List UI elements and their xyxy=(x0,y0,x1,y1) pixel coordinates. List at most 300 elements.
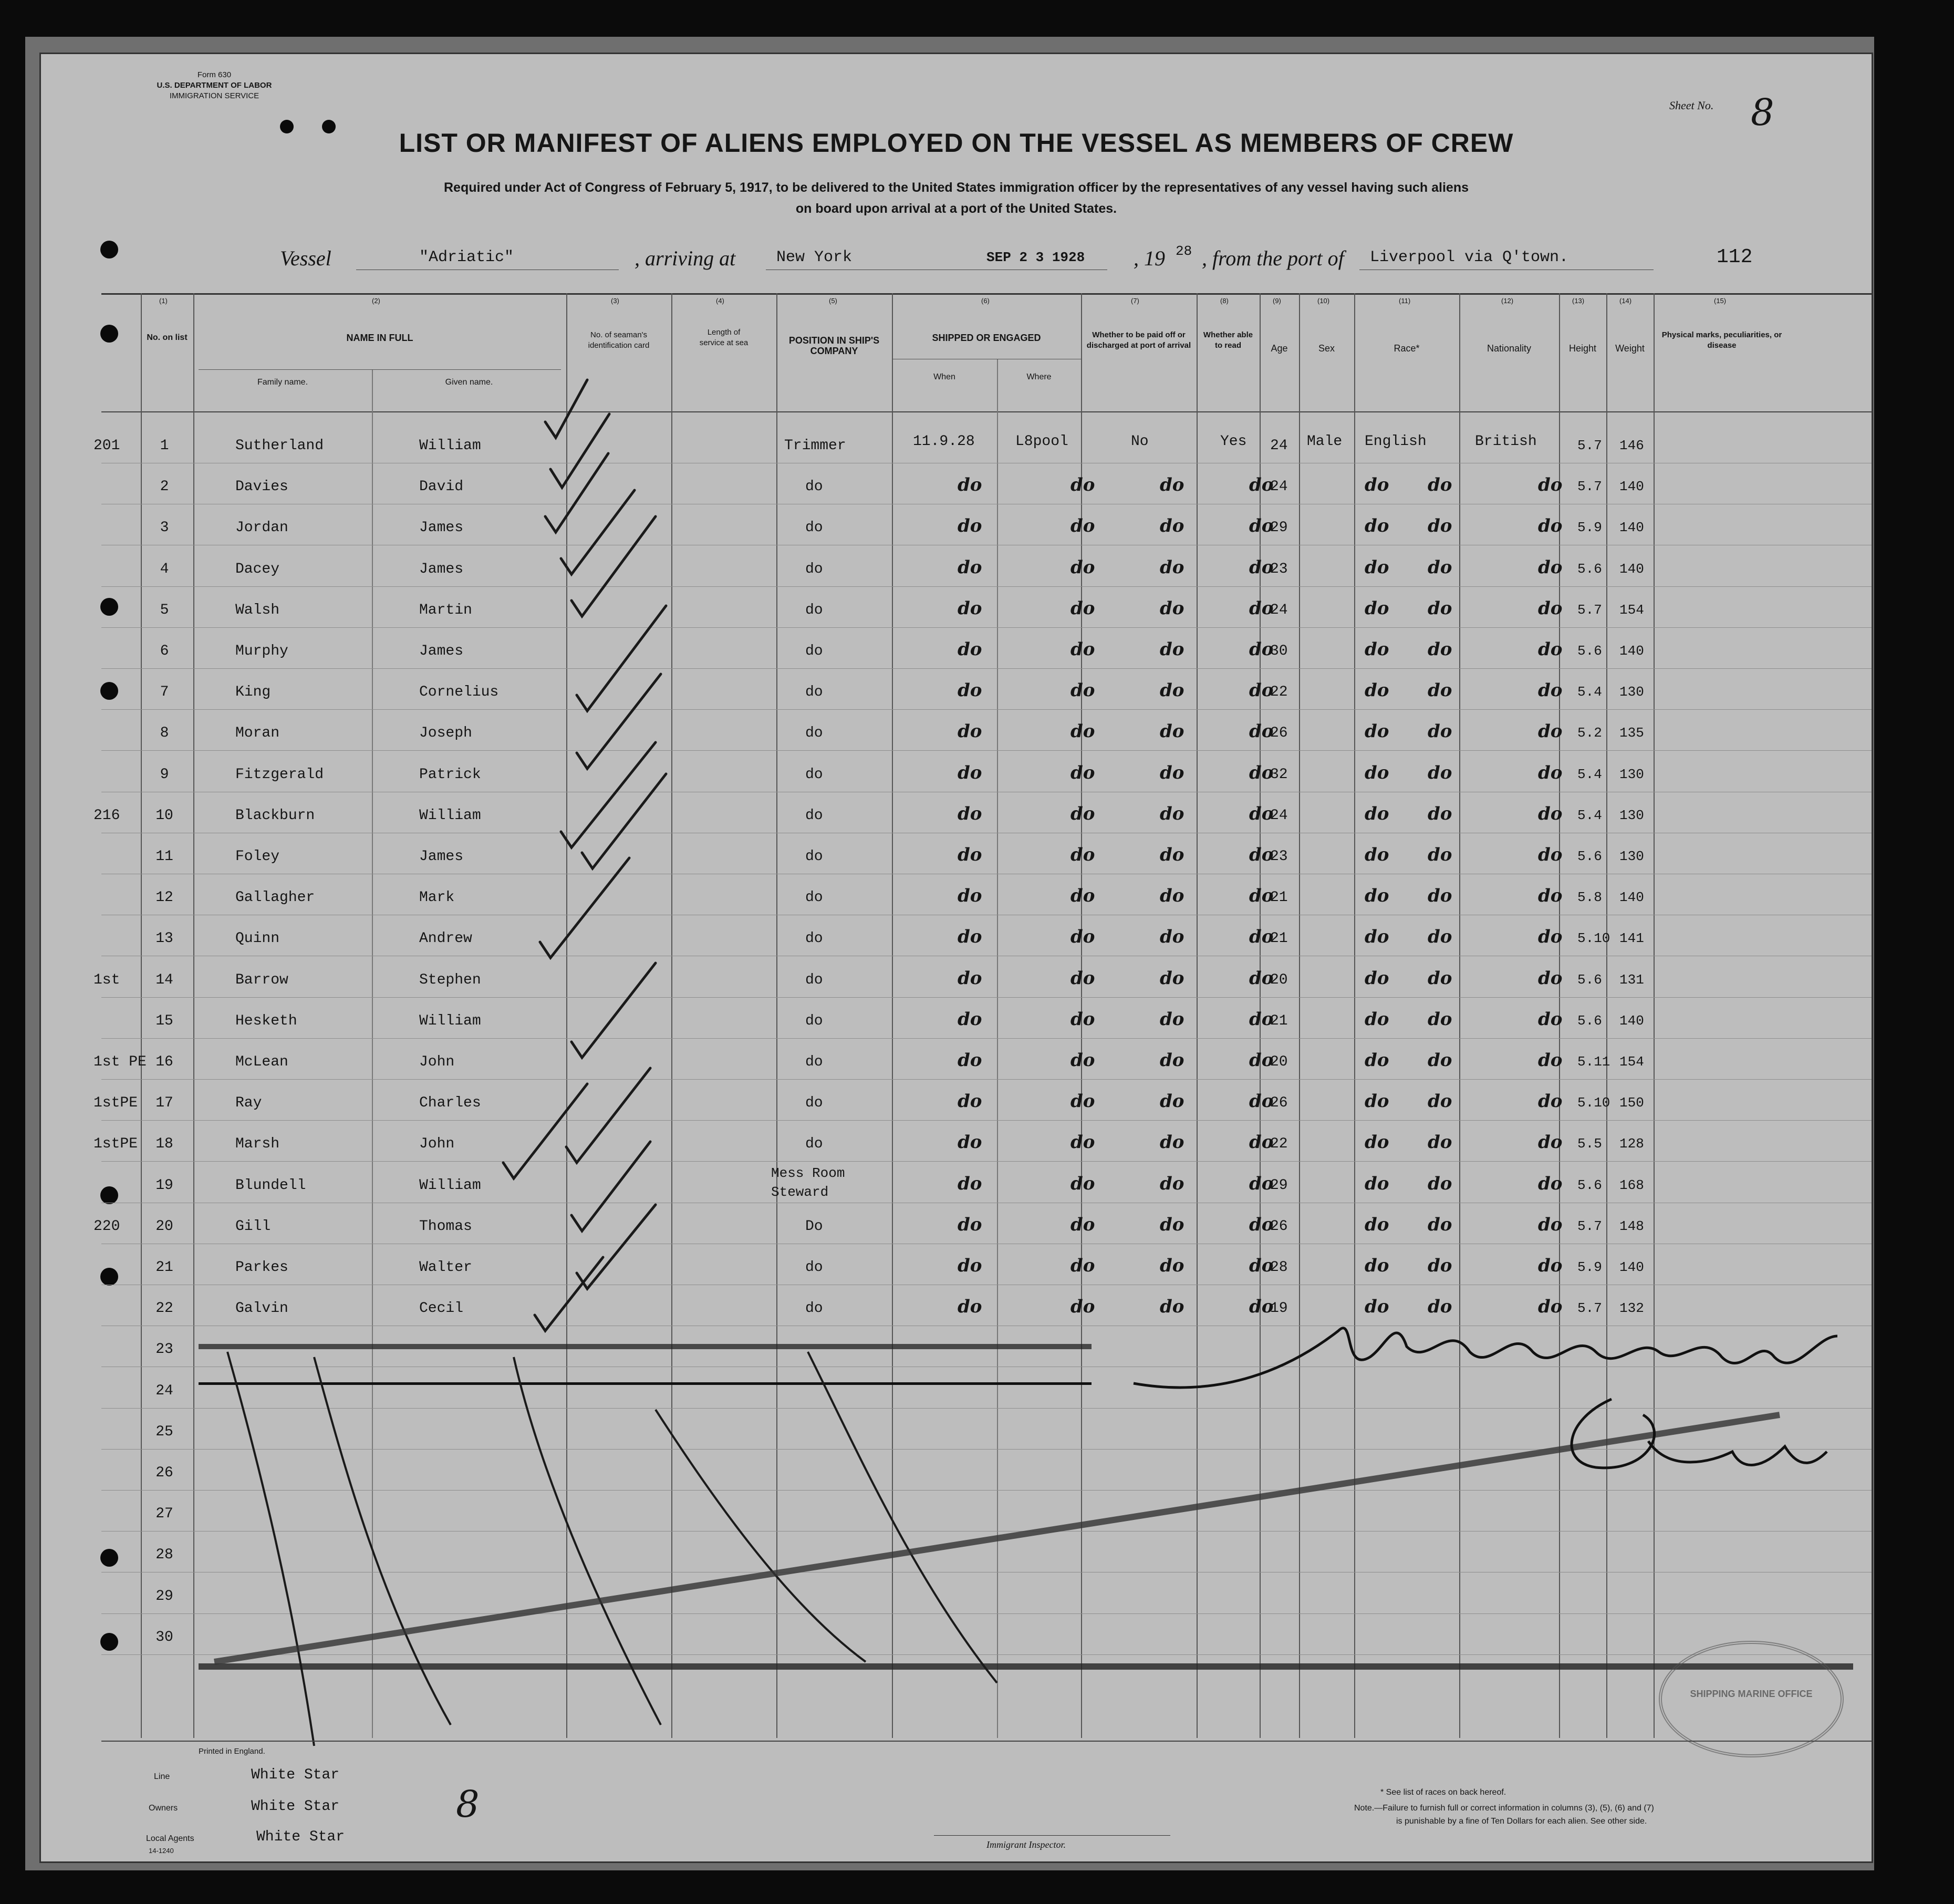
header-position: POSITION IN SHIP'S COMPANY xyxy=(788,335,880,356)
ditto-mark-paid: do xyxy=(1160,926,1184,948)
position: do xyxy=(805,561,823,577)
ditto-mark-where: do xyxy=(1070,597,1095,619)
position: do xyxy=(805,725,823,742)
given-name: William xyxy=(419,807,481,824)
check-mark xyxy=(582,774,666,868)
header-seaman-card: No. of seaman's identification card xyxy=(588,330,650,350)
given-name: Patrick xyxy=(419,766,481,783)
margin-note: 1st xyxy=(93,971,120,988)
header-race: Race* xyxy=(1394,343,1420,354)
ditto-mark-sex: do xyxy=(1365,680,1389,701)
ditto-mark-race: do xyxy=(1428,556,1452,578)
service: IMMIGRATION SERVICE xyxy=(169,91,259,100)
footer-rule xyxy=(101,1741,1872,1742)
ditto-mark-when: do xyxy=(958,639,982,660)
position: Do xyxy=(805,1218,823,1235)
vessel-label: Vessel xyxy=(280,246,331,270)
family-name: Marsh xyxy=(235,1136,280,1153)
ditto-mark-paid: do xyxy=(1160,680,1184,701)
age: 21 xyxy=(1270,930,1288,947)
height: 5.4 xyxy=(1577,766,1602,782)
ditto-mark-when: do xyxy=(958,926,982,948)
ditto-mark-sex: do xyxy=(1365,1008,1389,1030)
weight: 148 xyxy=(1619,1218,1644,1234)
col-num: (1) xyxy=(159,297,168,305)
ditto-mark-when: do xyxy=(958,515,982,537)
row-number: 19 xyxy=(155,1177,173,1194)
margin-note: 1st PE xyxy=(93,1054,147,1070)
fine-note-2: is punishable by a fine of Ten Dollars for each alien. See other side. xyxy=(1396,1817,1647,1826)
position: do xyxy=(805,643,823,659)
row-number: 2 xyxy=(160,479,169,495)
page-number: 112 xyxy=(1717,246,1753,268)
ditto-mark-paid: do xyxy=(1160,721,1184,742)
header-shipped: SHIPPED OR ENGAGED xyxy=(932,333,1041,343)
arrival-port: New York xyxy=(776,249,853,266)
header-where: Where xyxy=(1026,372,1052,381)
ditto-mark-nat: do xyxy=(1538,1008,1563,1030)
weight: 140 xyxy=(1619,479,1644,495)
row-number: 3 xyxy=(160,520,169,536)
position: do xyxy=(805,971,823,988)
check-mark xyxy=(535,1257,603,1331)
family-name: Ray xyxy=(235,1095,262,1112)
position: Trimmer xyxy=(784,438,846,454)
ditto-mark-when: do xyxy=(958,1091,982,1112)
margin-note: 1stPE xyxy=(93,1136,138,1153)
ditto-mark-race: do xyxy=(1428,885,1452,907)
family-name: Murphy xyxy=(235,643,288,659)
ditto-mark-read: do xyxy=(1249,762,1274,783)
weight: 154 xyxy=(1619,602,1644,618)
ditto-mark-sex: do xyxy=(1365,885,1389,907)
ditto-mark-paid: do xyxy=(1160,762,1184,783)
header-no-on-list: No. on list xyxy=(147,333,188,342)
row-number: 10 xyxy=(155,807,173,824)
check-mark xyxy=(550,414,609,488)
weight: 140 xyxy=(1619,1012,1644,1029)
ditto-mark-sex: do xyxy=(1365,1255,1389,1276)
family-name: Parkes xyxy=(235,1259,288,1276)
col-num: (14) xyxy=(1619,297,1632,305)
year-prefix: , 19 xyxy=(1134,246,1165,270)
age: 24 xyxy=(1270,438,1288,454)
weight: 131 xyxy=(1619,971,1644,988)
header-sex: Sex xyxy=(1318,343,1335,354)
weight: 130 xyxy=(1619,684,1644,700)
check-mark xyxy=(503,1084,587,1178)
header-height: Height xyxy=(1568,343,1597,354)
col-num: (3) xyxy=(611,297,619,305)
date-stamp: SEP 2 3 1928 xyxy=(986,250,1085,265)
ditto-mark-when: do xyxy=(958,1132,982,1153)
ditto-mark-race: do xyxy=(1428,1255,1452,1276)
ditto-mark-where: do xyxy=(1070,1173,1095,1194)
col-num: (15) xyxy=(1714,297,1727,305)
ditto-mark-sex: do xyxy=(1365,639,1389,660)
ditto-mark-when: do xyxy=(958,1008,982,1030)
header-family-name: Family name. xyxy=(257,378,308,387)
cell-race: English xyxy=(1365,433,1427,450)
age: 28 xyxy=(1270,1259,1288,1276)
ditto-mark-nat: do xyxy=(1538,803,1563,824)
row-number: 21 xyxy=(155,1259,173,1276)
ditto-mark-paid: do xyxy=(1160,1132,1184,1153)
ditto-mark-read: do xyxy=(1249,1008,1274,1030)
margin-note: 1stPE xyxy=(93,1095,138,1112)
ditto-mark-sex: do xyxy=(1365,1050,1389,1071)
inspector-signature xyxy=(1134,1328,1837,1468)
ditto-mark-when: do xyxy=(958,1050,982,1071)
ditto-mark-race: do xyxy=(1428,967,1452,989)
height: 5.10 xyxy=(1577,1095,1610,1111)
ditto-mark-when: do xyxy=(958,1296,982,1318)
ditto-mark-where: do xyxy=(1070,926,1095,948)
given-name: Cornelius xyxy=(419,684,499,701)
age: 20 xyxy=(1270,971,1288,988)
ditto-mark-nat: do xyxy=(1538,597,1563,619)
ditto-mark-race: do xyxy=(1428,926,1452,948)
handwritten-eight: 8 xyxy=(456,1783,480,1826)
document-title: LIST OR MANIFEST OF ALIENS EMPLOYED ON THE VESSEL AS MEMBERS OF CREW xyxy=(399,128,1514,158)
margin-note: 216 xyxy=(93,807,120,824)
weight: 141 xyxy=(1619,930,1644,947)
row-number: 20 xyxy=(155,1218,173,1235)
height: 5.5 xyxy=(1577,1136,1602,1152)
height: 5.7 xyxy=(1577,1218,1602,1234)
header-length-service: Length of service at sea xyxy=(699,328,749,347)
row-number: 23 xyxy=(155,1341,173,1358)
ditto-mark-when: do xyxy=(958,885,982,907)
check-mark xyxy=(545,380,587,438)
given-name: Martin xyxy=(419,602,472,618)
printed-in: Printed in England. xyxy=(199,1747,265,1756)
position: do xyxy=(805,1095,823,1112)
row-number: 1 xyxy=(160,438,169,454)
height: 5.7 xyxy=(1577,1300,1602,1317)
ditto-mark-race: do xyxy=(1428,1050,1452,1071)
ditto-mark-race: do xyxy=(1428,803,1452,824)
ditto-mark-read: do xyxy=(1249,639,1274,660)
ditto-mark-when: do xyxy=(958,680,982,701)
height: 5.9 xyxy=(1577,1259,1602,1275)
family-name: Foley xyxy=(235,848,280,865)
cell-nat: British xyxy=(1475,433,1537,450)
col-num: (6) xyxy=(981,297,990,305)
height: 5.6 xyxy=(1577,1012,1602,1029)
ditto-mark-paid: do xyxy=(1160,1008,1184,1030)
position: do xyxy=(805,766,823,783)
weight: 135 xyxy=(1619,725,1644,741)
position: do xyxy=(805,520,823,536)
weight: 130 xyxy=(1619,807,1644,823)
col-num: (8) xyxy=(1220,297,1229,305)
header-marks: Physical marks, peculiarities, or disease xyxy=(1661,330,1782,350)
position: Mess Room Steward xyxy=(771,1165,845,1200)
ditto-mark-race: do xyxy=(1428,1296,1452,1318)
col-num: (5) xyxy=(829,297,837,305)
ditto-mark-nat: do xyxy=(1538,1255,1563,1276)
ditto-mark-paid: do xyxy=(1160,1091,1184,1112)
ditto-mark-where: do xyxy=(1070,1008,1095,1030)
from-port: Liverpool via Q'town. xyxy=(1370,249,1569,266)
ditto-mark-when: do xyxy=(958,762,982,783)
header-able-read: Whether able to read xyxy=(1203,330,1253,350)
height: 5.6 xyxy=(1577,848,1602,864)
agents-value: White Star xyxy=(256,1829,345,1845)
ditto-mark-sex: do xyxy=(1365,1296,1389,1318)
position: do xyxy=(805,930,823,947)
ditto-mark-nat: do xyxy=(1538,844,1563,865)
row-number: 18 xyxy=(155,1136,173,1153)
age: 30 xyxy=(1270,643,1288,659)
ditto-mark-race: do xyxy=(1428,1132,1452,1153)
ditto-mark-where: do xyxy=(1070,1214,1095,1235)
check-mark xyxy=(566,1068,650,1163)
family-name: Moran xyxy=(235,725,280,742)
col-num: (9) xyxy=(1273,297,1281,305)
height: 5.8 xyxy=(1577,889,1602,906)
ditto-mark-when: do xyxy=(958,597,982,619)
height: 5.6 xyxy=(1577,971,1602,988)
ditto-mark-when: do xyxy=(958,721,982,742)
ditto-mark-nat: do xyxy=(1538,885,1563,907)
sheet-label: Sheet No. xyxy=(1669,99,1714,112)
ditto-mark-race: do xyxy=(1428,597,1452,619)
ditto-mark-sex: do xyxy=(1365,967,1389,989)
header-paid-off: Whether to be paid off or discharged at port of arrival xyxy=(1086,330,1191,350)
height: 5.6 xyxy=(1577,643,1602,659)
family-name: Gill xyxy=(235,1218,271,1235)
ditto-mark-paid: do xyxy=(1160,1296,1184,1318)
ditto-mark-when: do xyxy=(958,1255,982,1276)
weight: 168 xyxy=(1619,1177,1644,1193)
ditto-mark-paid: do xyxy=(1160,556,1184,578)
col-num: (13) xyxy=(1572,297,1585,305)
year: 28 xyxy=(1176,243,1192,259)
ditto-mark-race: do xyxy=(1428,762,1452,783)
ditto-mark-where: do xyxy=(1070,515,1095,537)
subtitle-line1: Required under Act of Congress of February 5, 1917, to be delivered to the United States immigration officer by the representatives of any vessel having such aliens xyxy=(444,180,1469,195)
given-name: Stephen xyxy=(419,971,481,988)
line-value: White Star xyxy=(251,1767,340,1783)
ditto-mark-nat: do xyxy=(1538,639,1563,660)
ditto-mark-sex: do xyxy=(1365,844,1389,865)
owners-value: White Star xyxy=(251,1798,340,1815)
cell-paid: No xyxy=(1131,433,1149,450)
height: 5.7 xyxy=(1577,438,1602,453)
age: 22 xyxy=(1270,684,1288,701)
given-name: Charles xyxy=(419,1095,481,1112)
given-name: Andrew xyxy=(419,930,472,947)
header-nationality: Nationality xyxy=(1487,343,1532,354)
ditto-mark-nat: do xyxy=(1538,515,1563,537)
age: 21 xyxy=(1270,889,1288,906)
given-name: John xyxy=(419,1054,455,1070)
given-name: William xyxy=(419,1177,481,1194)
weight: 130 xyxy=(1619,766,1644,782)
given-name: Cecil xyxy=(419,1300,464,1317)
ditto-mark-race: do xyxy=(1428,474,1452,496)
height: 5.6 xyxy=(1577,561,1602,577)
height: 5.10 xyxy=(1577,930,1610,947)
check-marks xyxy=(503,380,666,1331)
department: U.S. DEPARTMENT OF LABOR xyxy=(157,81,272,90)
weight: 150 xyxy=(1619,1095,1644,1111)
header-age: Age xyxy=(1271,343,1288,354)
row-number: 15 xyxy=(155,1012,173,1029)
ditto-mark-when: do xyxy=(958,844,982,865)
ditto-mark-where: do xyxy=(1070,1255,1095,1276)
ditto-mark-nat: do xyxy=(1538,762,1563,783)
family-name: Fitzgerald xyxy=(235,766,324,783)
row-number: 6 xyxy=(160,643,169,659)
family-name: Davies xyxy=(235,479,288,495)
family-name: Galvin xyxy=(235,1300,288,1317)
ditto-mark-nat: do xyxy=(1538,721,1563,742)
ditto-mark-read: do xyxy=(1249,1214,1274,1235)
col-num: (12) xyxy=(1501,297,1514,305)
ditto-mark-sex: do xyxy=(1365,515,1389,537)
given-name: James xyxy=(419,848,464,865)
ditto-mark-race: do xyxy=(1428,1008,1452,1030)
ditto-mark-paid: do xyxy=(1160,597,1184,619)
ditto-mark-nat: do xyxy=(1538,967,1563,989)
ditto-mark-read: do xyxy=(1249,1132,1274,1153)
age: 20 xyxy=(1270,1054,1288,1070)
ditto-mark-paid: do xyxy=(1160,1255,1184,1276)
ditto-mark-where: do xyxy=(1070,680,1095,701)
inspector-rule xyxy=(934,1835,1170,1836)
ditto-mark-where: do xyxy=(1070,762,1095,783)
position: do xyxy=(805,848,823,865)
cell-when: 11.9.28 xyxy=(913,433,975,450)
position: do xyxy=(805,602,823,618)
ditto-mark-race: do xyxy=(1428,1091,1452,1112)
stamp-text: SHIPPING MARINE OFFICE xyxy=(1690,1689,1813,1699)
position: do xyxy=(805,1136,823,1153)
weight: 140 xyxy=(1619,889,1644,906)
row-number: 14 xyxy=(155,971,173,988)
ditto-mark-read: do xyxy=(1249,721,1274,742)
ditto-mark-paid: do xyxy=(1160,1173,1184,1194)
family-name: King xyxy=(235,684,271,701)
given-name: James xyxy=(419,561,464,577)
ditto-mark-paid: do xyxy=(1160,885,1184,907)
height: 5.6 xyxy=(1577,1177,1602,1193)
cell-where: L8pool xyxy=(1015,433,1068,450)
age: 23 xyxy=(1270,848,1288,865)
arriving-label: , arriving at xyxy=(635,246,736,270)
check-mark xyxy=(577,674,661,769)
ditto-mark-sex: do xyxy=(1365,1091,1389,1112)
check-mark xyxy=(577,606,666,711)
ditto-mark-paid: do xyxy=(1160,639,1184,660)
ditto-mark-race: do xyxy=(1428,639,1452,660)
ditto-mark-when: do xyxy=(958,967,982,989)
family-name: McLean xyxy=(235,1054,288,1070)
row-number: 5 xyxy=(160,602,169,618)
row-number: 4 xyxy=(160,561,169,577)
age: 29 xyxy=(1270,520,1288,536)
age: 21 xyxy=(1270,1012,1288,1029)
ditto-mark-nat: do xyxy=(1538,556,1563,578)
age: 32 xyxy=(1270,766,1288,783)
ditto-mark-nat: do xyxy=(1538,1296,1563,1318)
ditto-mark-where: do xyxy=(1070,1296,1095,1318)
ditto-mark-paid: do xyxy=(1160,1214,1184,1235)
header-name-in-full: NAME IN FULL xyxy=(346,333,413,343)
ditto-mark-where: do xyxy=(1070,803,1095,824)
row-number: 17 xyxy=(155,1095,173,1112)
ditto-mark-race: do xyxy=(1428,721,1452,742)
ditto-mark-where: do xyxy=(1070,844,1095,865)
age: 24 xyxy=(1270,479,1288,495)
margin-note: 220 xyxy=(93,1218,120,1235)
ditto-mark-read: do xyxy=(1249,1255,1274,1276)
col-num: (7) xyxy=(1131,297,1139,305)
height: 5.9 xyxy=(1577,520,1602,536)
ditto-mark-read: do xyxy=(1249,803,1274,824)
row-number: 25 xyxy=(155,1423,173,1440)
weight: 140 xyxy=(1619,643,1644,659)
position: do xyxy=(805,889,823,906)
ditto-mark-when: do xyxy=(958,556,982,578)
sheet-number: 8 xyxy=(1751,91,1774,134)
header-given-name: Given name. xyxy=(445,378,493,387)
position: do xyxy=(805,1012,823,1029)
family-name: Sutherland xyxy=(235,438,324,454)
position: do xyxy=(805,479,823,495)
family-name: Quinn xyxy=(235,930,280,947)
ditto-mark-sex: do xyxy=(1365,474,1389,496)
ditto-mark-nat: do xyxy=(1538,1132,1563,1153)
ditto-mark-when: do xyxy=(958,474,982,496)
ditto-mark-read: do xyxy=(1249,1173,1274,1194)
ditto-mark-paid: do xyxy=(1160,803,1184,824)
family-name: Hesketh xyxy=(235,1012,297,1029)
age: 24 xyxy=(1270,807,1288,824)
height: 5.4 xyxy=(1577,684,1602,700)
ditto-mark-paid: do xyxy=(1160,967,1184,989)
ditto-mark-sex: do xyxy=(1365,926,1389,948)
height: 5.7 xyxy=(1577,479,1602,495)
header-weight: Weight xyxy=(1615,343,1645,354)
form-number: Form 630 xyxy=(197,70,232,79)
ditto-mark-race: do xyxy=(1428,844,1452,865)
family-name: Jordan xyxy=(235,520,288,536)
line-label: Line xyxy=(154,1772,170,1781)
given-name: Thomas xyxy=(419,1218,472,1235)
col-num: (11) xyxy=(1399,297,1411,305)
age: 26 xyxy=(1270,1218,1288,1235)
ditto-mark-read: do xyxy=(1249,885,1274,907)
ditto-mark-where: do xyxy=(1070,967,1095,989)
ditto-mark-nat: do xyxy=(1538,474,1563,496)
ditto-mark-when: do xyxy=(958,1214,982,1235)
ditto-mark-read: do xyxy=(1249,556,1274,578)
ditto-mark-sex: do xyxy=(1365,597,1389,619)
weight: 146 xyxy=(1619,438,1644,453)
ditto-mark-nat: do xyxy=(1538,1050,1563,1071)
col-num: (4) xyxy=(716,297,724,305)
check-mark xyxy=(571,963,656,1058)
owners-label: Owners xyxy=(149,1804,178,1813)
ditto-mark-race: do xyxy=(1428,515,1452,537)
ditto-mark-nat: do xyxy=(1538,1214,1563,1235)
position: do xyxy=(805,1054,823,1070)
given-name: William xyxy=(419,1012,481,1029)
